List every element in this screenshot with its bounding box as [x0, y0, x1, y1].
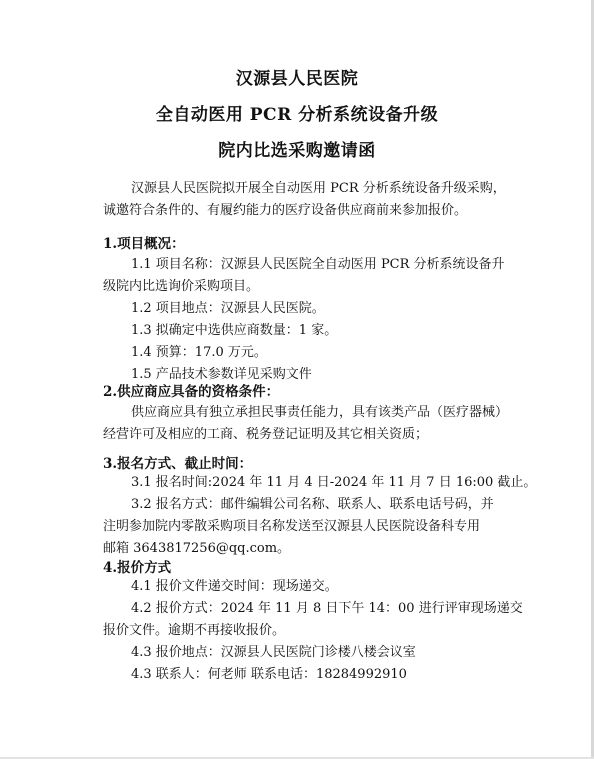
section3-item2-line3: 邮箱 3643817256@qq.com。 [103, 541, 291, 556]
section4-item2-line2: 报价文件。逾期不再接收报价。 [103, 623, 286, 638]
section2-heading: 2.供应商应具备的资格条件： [103, 384, 280, 400]
section1-item2: 1.2 项目地点：汉源县人民医院。 [131, 301, 325, 316]
section2-line1: 供应商应具有独立承担民事责任能力，具有该类产品（医疗器械） [131, 405, 509, 420]
section4-item4: 4.3 联系人：何老师 联系电话：18284992910 [131, 667, 407, 682]
section2-line2: 经营许可及相应的工商、税务登记证明及其它相关资质； [103, 427, 429, 442]
intro-line-1: 汉源县人民医院拟开展全自动医用 PCR 分析系统设备升级采购， [131, 181, 506, 196]
section1-item5: 1.5 产品技术参数详见采购文件 [131, 367, 312, 382]
section3-item1: 3.1 报名时间:2024 年 11 月 4 日-2024 年 11 月 7 日 16:00 截止。 [131, 475, 537, 490]
title-hospital: 汉源县人民医院 [235, 69, 359, 89]
intro-line-2: 诚邀符合条件的、有履约能力的医疗设备供应商前来参加报价。 [103, 203, 468, 218]
section1-item4: 1.4 预算：17.0 万元。 [131, 345, 267, 360]
section4-item1: 4.1 报价文件递交时间：现场递交。 [131, 579, 338, 594]
section3-item2-line2: 注明参加院内零散采购项目名称发送至汉源县人民医院设备科专用 [103, 519, 481, 534]
section4-item2-line1: 4.2 报价方式：2024 年 11 月 8 日下午 14：00 进行评审现场递交 [131, 601, 523, 616]
section1-item1-line1: 1.1 项目名称：汉源县人民医院全自动医用 PCR 分析系统设备升 [131, 257, 505, 272]
section4-item3: 4.3 报价地点：汉源县人民医院门诊楼八楼会议室 [131, 645, 416, 660]
section1-item1-line2: 级院内比选询价采购项目。 [103, 279, 260, 294]
section1-item3: 1.3 拟确定中选供应商数量：1 家。 [131, 323, 338, 338]
section4-heading: 4.报价方式 [103, 560, 172, 576]
title-invitation: 院内比选采购邀请函 [218, 141, 376, 161]
title-project: 全自动医用 PCR 分析系统设备升级 [155, 105, 439, 125]
section3-item2-line1: 3.2 报名方式：邮件编辑公司名称、联系人、联系电话号码，并 [131, 497, 494, 512]
section1-heading: 1.项目概况： [103, 236, 185, 252]
section3-heading: 3.报名方式、截止时间： [103, 456, 253, 472]
